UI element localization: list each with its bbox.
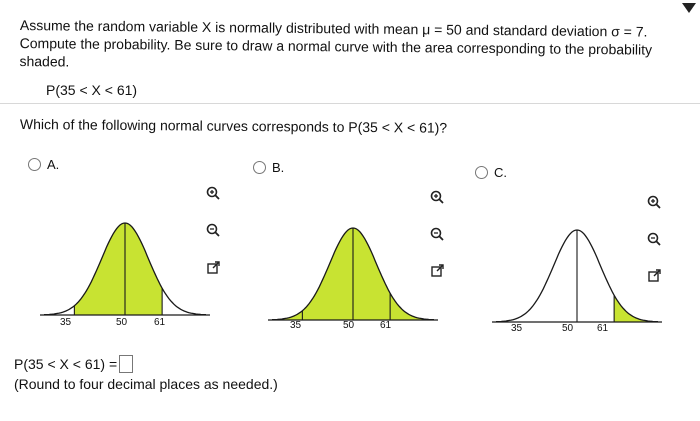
answer-row	[14, 355, 133, 373]
probability-expression: P(35 < X < 61)	[46, 82, 138, 98]
sub-question: Which of the following normal curves corresponds to P(35 < X < 61)?	[19, 116, 448, 136]
tick-b-61: 61	[380, 320, 392, 331]
option-b-radio[interactable]	[253, 161, 266, 174]
open-external-icon[interactable]	[203, 258, 223, 278]
zoom-out-icon[interactable]	[203, 220, 223, 240]
question-line-1: Assume the random variable X is normally distributed with mean μ = 50 and standard deviation σ = 7.	[19, 16, 648, 40]
normal-curve-b	[268, 220, 438, 328]
normal-curve-a-svg	[40, 215, 210, 323]
rounding-hint: (Round to four decimal places as needed.)	[14, 376, 278, 392]
zoom-out-icon[interactable]	[644, 229, 664, 249]
question-text	[19, 16, 670, 77]
zoom-out-icon[interactable]	[427, 224, 447, 244]
shaded-area	[74, 223, 162, 315]
tick-c-50: 50	[562, 323, 574, 334]
tick-b-35: 35	[290, 320, 302, 331]
open-external-icon[interactable]	[644, 266, 664, 286]
divider	[0, 103, 700, 104]
option-b-label: B.	[272, 160, 285, 175]
tick-c-61: 61	[597, 323, 609, 334]
zoom-in-icon[interactable]	[427, 187, 447, 207]
question-line-3: shaded.	[19, 52, 70, 70]
option-a[interactable]	[28, 157, 59, 172]
option-c-radio[interactable]	[475, 166, 488, 179]
open-external-icon[interactable]	[427, 261, 447, 281]
answer-prefix: P(35 < X < 61) =	[14, 356, 118, 372]
normal-curve-c-svg	[492, 222, 662, 330]
option-c-label: C.	[494, 165, 507, 180]
corner-tool-icon[interactable]	[682, 2, 696, 20]
tick-a-50: 50	[116, 317, 128, 328]
option-a-radio[interactable]	[28, 158, 41, 171]
option-c[interactable]	[475, 165, 507, 180]
normal-curve-b-svg	[268, 220, 438, 328]
zoom-in-icon[interactable]	[644, 192, 664, 212]
answer-input[interactable]	[119, 355, 133, 373]
normal-curve-c	[492, 222, 662, 330]
tick-b-50: 50	[343, 320, 355, 331]
tick-a-61: 61	[154, 317, 166, 328]
question-line-2: Compute the probability. Be sure to draw a normal curve with the area corresponding to the probability	[19, 34, 653, 58]
normal-curve-a	[40, 215, 210, 323]
option-b[interactable]	[253, 160, 284, 175]
tick-c-35: 35	[511, 323, 523, 334]
option-a-label: A.	[47, 157, 60, 172]
tick-a-35: 35	[60, 317, 72, 328]
zoom-in-icon[interactable]	[203, 183, 223, 203]
